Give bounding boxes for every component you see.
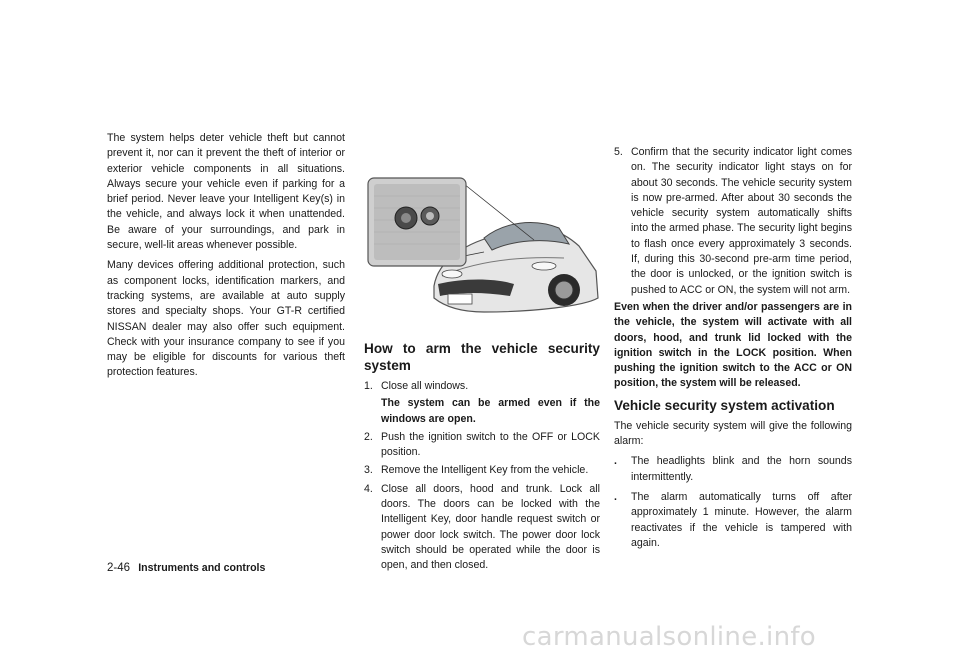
step-item bbox=[364, 482, 600, 574]
step-text: Close all windows. bbox=[381, 380, 469, 392]
bullet-text: The headlights blink and the horn sounds intermittently. bbox=[631, 455, 852, 483]
step-item bbox=[364, 463, 600, 478]
step-note: The system can be armed even if the windows are open. bbox=[381, 397, 600, 425]
step-number: 4. bbox=[364, 482, 373, 495]
vehicle-security-illustration bbox=[364, 166, 600, 318]
step-text: Confirm that the security indicator light comes on. The security indicator light stays on for about 30 seconds. The vehicle security system is now pre-armed. After about 30 seconds the vehicle security system automatically shifts into the armed phase. The security light begins to flash once every approximately 3 seconds. If, during this 30-second pre-arm time period, the door is unlocked, or the ignition switch is pushed to ACC or ON, the system will not arm. bbox=[631, 146, 852, 296]
headlight-right bbox=[532, 262, 556, 270]
step-item bbox=[614, 145, 852, 298]
page-number: 2-46 bbox=[107, 562, 131, 574]
security-indicator-lens bbox=[426, 212, 434, 220]
arming-steps bbox=[364, 379, 600, 574]
step-text: Push the ignition switch to the OFF or LOCK position. bbox=[381, 430, 600, 459]
warning-paragraph: Even when the driver and/or passengers are in the vehicle, the system will activate with all doors, hood, and trunk lid locked with the ignition switch in the LOCK position. When pushing the ignition switch to the ACC or ON position, the system will be released. bbox=[614, 300, 852, 390]
arm-heading: How to arm the vehicle security system bbox=[364, 341, 600, 373]
step-text: Remove the Intelligent Key from the vehicle. bbox=[381, 464, 589, 477]
middle-column bbox=[364, 166, 600, 577]
front-wheel-rim bbox=[555, 281, 573, 299]
alarm-list bbox=[614, 454, 852, 551]
step-number: 1. bbox=[364, 380, 373, 392]
bullet-marker: . bbox=[614, 455, 617, 468]
protection-paragraph: Many devices offering additional protection, such as component locks, identification markers, and tracking systems, are available at auto supply stores and specialty shops. Your GT-R certified NISSAN dealer may also offer such equipment. Check with your insurance company to see if you may be eligible for discounts for various theft protection features. bbox=[107, 259, 345, 379]
intro-paragraph: The system helps deter vehicle theft but cannot prevent it, nor can it prevent the theft of interior or exterior vehicle components in all situations. Always secure your vehicle even if parking for a brief period. Never leave your Intelligent Key(s) in the vehicle, and always lock it when unattended. Be aware of your surroundings, and park in secure, well-lit areas whenever possible. bbox=[107, 132, 345, 252]
step-item bbox=[364, 379, 600, 427]
activation-heading: Vehicle security system activation bbox=[614, 397, 835, 413]
license-plate bbox=[448, 294, 472, 304]
inset-panel bbox=[374, 184, 460, 260]
step-number: 2. bbox=[364, 430, 373, 443]
ignition-button-center bbox=[401, 213, 411, 223]
left-column bbox=[107, 131, 345, 386]
alarm-list-item bbox=[614, 454, 852, 485]
bullet-text: The alarm automatically turns off after approximately 1 minute. However, the alarm reactivates if the vehicle is tampered with again. bbox=[631, 490, 852, 549]
alarm-list-item bbox=[614, 490, 852, 551]
step-item bbox=[364, 430, 600, 461]
activation-intro: The vehicle security system will give the following alarm: bbox=[614, 419, 852, 448]
watermark-text: carmanualsonline.info bbox=[522, 622, 817, 652]
page-footer bbox=[107, 562, 265, 574]
headlight-left bbox=[442, 270, 462, 278]
step-number: 3. bbox=[364, 464, 373, 477]
section-title: Instruments and controls bbox=[138, 562, 266, 574]
step-number: 5. bbox=[614, 146, 623, 158]
bullet-marker: . bbox=[614, 490, 617, 503]
right-column bbox=[614, 145, 852, 556]
step-text: Close all doors, hood and trunk. Lock all doors. The doors can be locked with the Intelligent Key, door handle request switch or power door lock switch. The power door lock switch should be operated while the door is open, and then closed. bbox=[381, 482, 600, 572]
